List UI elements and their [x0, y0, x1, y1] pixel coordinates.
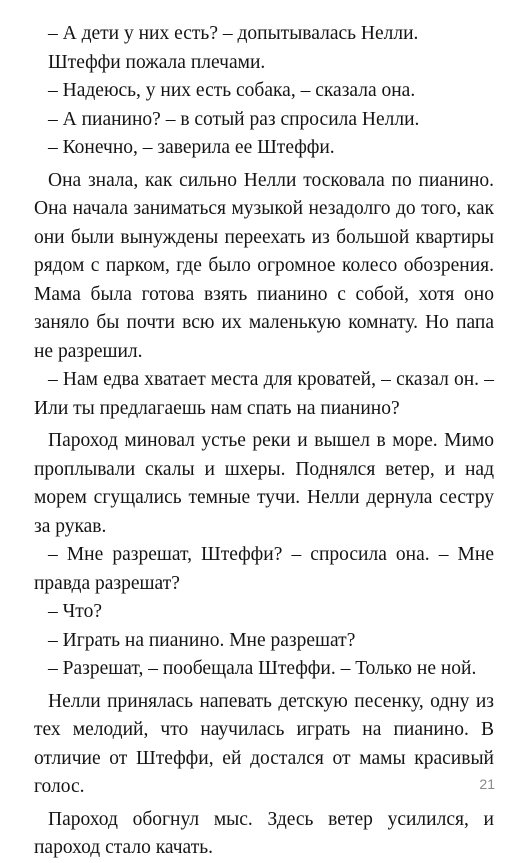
paragraph: Пароход миновал устье реки и вышел в море. Мимо проплывали скалы и шхеры. Поднялся ветер, и над морем сгущались темные тучи. Нелли дернула сестру за рукав. [34, 430, 494, 537]
page-text [34, 20, 494, 863]
paragraph: – Что? [48, 601, 102, 622]
paragraph: – Разрешат, – пообещала Штеффи. – Только не ной. [48, 658, 477, 679]
paragraph: – Конечно, – заверила ее Штеффи. [48, 137, 335, 158]
paragraph: – Мне разрешат, Штеффи? – спросила она. – Мне правда разрешат? [34, 544, 494, 594]
paragraph: Пароход обогнул мыс. Здесь ветер усилился, и пароход стало качать. [34, 808, 494, 858]
paragraph: – А пианино? – в сотый раз спросила Нелли. [48, 108, 420, 130]
paragraph: Штеффи пожала плечами. [48, 51, 266, 73]
paragraph: Она знала, как сильно Нелли тосковала по пианино. Она начала заниматься музыкой незадолго до того, как они были вынуждены переехать из большой квартиры рядом с парком, где было огромное колесо обозрения. Мама была готова взять пианино с собой, хотя оно заняло бы почти всю их маленькую комнату. Но папа не разрешил. [34, 169, 494, 362]
page-number: 21 [479, 776, 495, 792]
paragraph: – Играть на пианино. Мне разрешат? [48, 629, 356, 651]
paragraph: – Надеюсь, у них есть собака, – сказала она. [48, 80, 416, 101]
paragraph: – Нам едва хватает места для кроватей, – сказал он. – Или ты предлагаешь нам спать на пианино? [34, 369, 494, 419]
paragraph: Нелли принялась напевать детскую песенку, одну из тех мелодий, что научилась играть на пианино. В отличие от Штеффи, ей достался от мамы красивый голос. [34, 690, 494, 797]
paragraph: – А дети у них есть? – допытывалась Нелли. [48, 23, 419, 44]
